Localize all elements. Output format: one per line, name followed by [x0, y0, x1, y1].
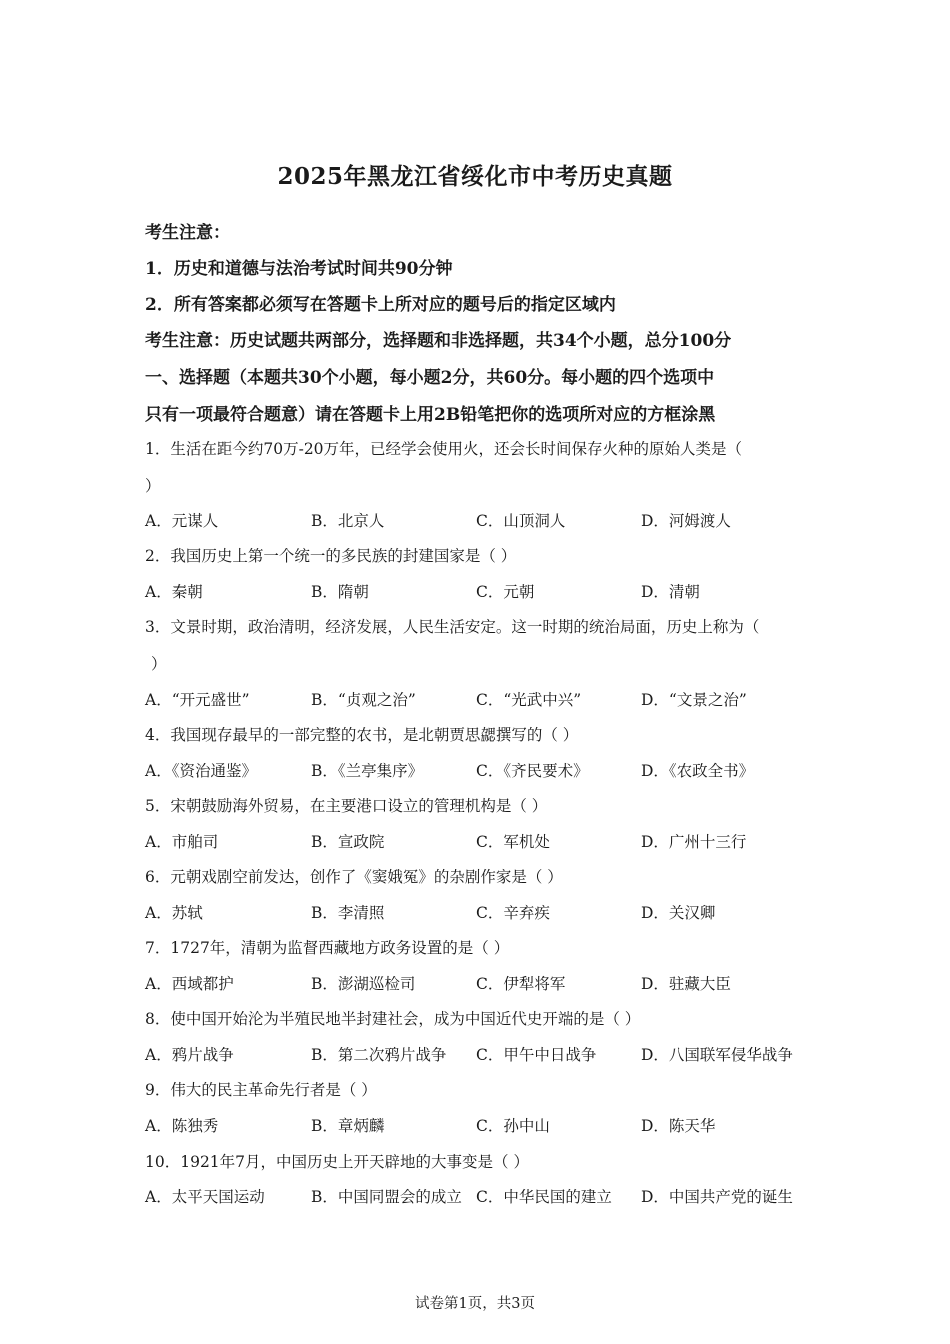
question-8-option-b: B．第二次鸦片战争 — [311, 1046, 447, 1064]
question-4-option-b: B．《兰亭集序》 — [311, 762, 424, 780]
question-1-option-d: D．河姆渡人 — [641, 512, 731, 530]
question-9-option-d: D．陈天华 — [641, 1117, 716, 1135]
question-3-stem: 3．文景时期，政治清明，经济发展，人民生活安定。这一时期的统治局面，历史上称为（ — [145, 618, 760, 636]
question-2-stem: 2．我国历史上第一个统一的多民族的封建国家是（ ） — [145, 547, 517, 565]
section-heading-line-2: 只有一项最符合题意）请在答题卡上用2B铅笔把你的选项所对应的方框涂黑 — [145, 405, 716, 425]
question-7-option-b: B．澎湖巡检司 — [311, 975, 416, 993]
question-3-option-d: D．“文景之治” — [641, 691, 747, 709]
question-8-option-a: A．鸦片战争 — [145, 1046, 234, 1064]
question-7-option-c: C．伊犁将军 — [476, 975, 566, 993]
notice-heading: 考生注意： — [145, 223, 230, 243]
question-6-option-b: B．李清照 — [311, 904, 385, 922]
question-3-option-a: A．“开元盛世” — [145, 691, 250, 709]
question-5-option-c: C．军机处 — [476, 833, 550, 851]
question-10-option-d: D．中国共产党的诞生 — [641, 1188, 793, 1206]
question-1-option-a: A．元谋人 — [145, 512, 219, 530]
question-1-stem: 1．生活在距今约70万-20万年，已经学会使用火，还会长时间保存火种的原始人类是（ — [145, 440, 743, 458]
question-5-option-a: A．市舶司 — [145, 833, 219, 851]
question-6-option-a: A．苏轼 — [145, 904, 203, 922]
question-4-stem: 4．我国现存最早的一部完整的农书，是北朝贾思勰撰写的（ ） — [145, 726, 579, 744]
question-4-option-a: A．《资治通鉴》 — [145, 762, 257, 780]
question-9-option-a: A．陈独秀 — [145, 1117, 219, 1135]
notice-summary: 考生注意：历史试题共两部分，选择题和非选择题，共34个小题，总分100分 — [145, 331, 732, 351]
question-3-stem-cont: ） — [151, 655, 167, 673]
question-7-option-a: A．西域都护 — [145, 975, 234, 993]
notice-item-1: 1．历史和道德与法治考试时间共90分钟 — [145, 259, 453, 279]
section-heading-line-1: 一、选择题（本题共30个小题，每小题2分，共60分。每小题的四个选项中 — [145, 368, 715, 388]
question-9-stem: 9．伟大的民主革命先行者是（ ） — [145, 1081, 377, 1099]
notice-item-2: 2．所有答案都必须写在答题卡上所对应的题号后的指定区域内 — [145, 295, 616, 315]
question-5-option-b: B．宣政院 — [311, 833, 385, 851]
question-7-stem: 7．1727年，清朝为监督西藏地方政务设置的是（ ） — [145, 939, 510, 957]
question-9-option-b: B．章炳麟 — [311, 1117, 385, 1135]
question-10-stem: 10．1921年7月，中国历史上开天辟地的大事变是（ ） — [145, 1153, 529, 1171]
question-4-option-c: C．《齐民要术》 — [476, 762, 589, 780]
question-5-option-d: D．广州十三行 — [641, 833, 747, 851]
question-8-option-c: C．甲午中日战争 — [476, 1046, 597, 1064]
question-8-option-d: D．八国联军侵华战争 — [641, 1046, 793, 1064]
question-7-option-d: D．驻藏大臣 — [641, 975, 731, 993]
question-1-stem-cont: ） — [145, 477, 161, 495]
question-5-stem: 5．宋朝鼓励海外贸易，在主要港口设立的管理机构是（ ） — [145, 797, 548, 815]
question-10-option-a: A．太平天国运动 — [145, 1188, 265, 1206]
question-9-option-c: C．孙中山 — [476, 1117, 550, 1135]
question-2-option-c: C．元朝 — [476, 583, 535, 601]
question-3-option-c: C．“光武中兴” — [476, 691, 582, 709]
question-1-option-b: B．北京人 — [311, 512, 385, 530]
question-8-stem: 8．使中国开始沦为半殖民地半封建社会，成为中国近代史开端的是（ ） — [145, 1010, 641, 1028]
question-10-option-c: C．中华民国的建立 — [476, 1188, 612, 1206]
question-6-option-c: C．辛弃疾 — [476, 904, 550, 922]
question-4-option-d: D．《农政全书》 — [641, 762, 755, 780]
question-6-option-d: D．关汉卿 — [641, 904, 716, 922]
page-footer: 试卷第1页，共3页 — [415, 1296, 535, 1312]
question-2-option-d: D．清朝 — [641, 583, 700, 601]
question-2-option-a: A．秦朝 — [145, 583, 203, 601]
question-1-option-c: C．山顶洞人 — [476, 512, 566, 530]
question-10-option-b: B．中国同盟会的成立 — [311, 1188, 462, 1206]
question-2-option-b: B．隋朝 — [311, 583, 369, 601]
question-3-option-b: B．“贞观之治” — [311, 691, 416, 709]
question-6-stem: 6．元朝戏剧空前发达，创作了《窦娥冤》的杂剧作家是（ ） — [145, 868, 563, 886]
page-title: 2025年黑龙江省绥化市中考历史真题 — [277, 163, 673, 190]
